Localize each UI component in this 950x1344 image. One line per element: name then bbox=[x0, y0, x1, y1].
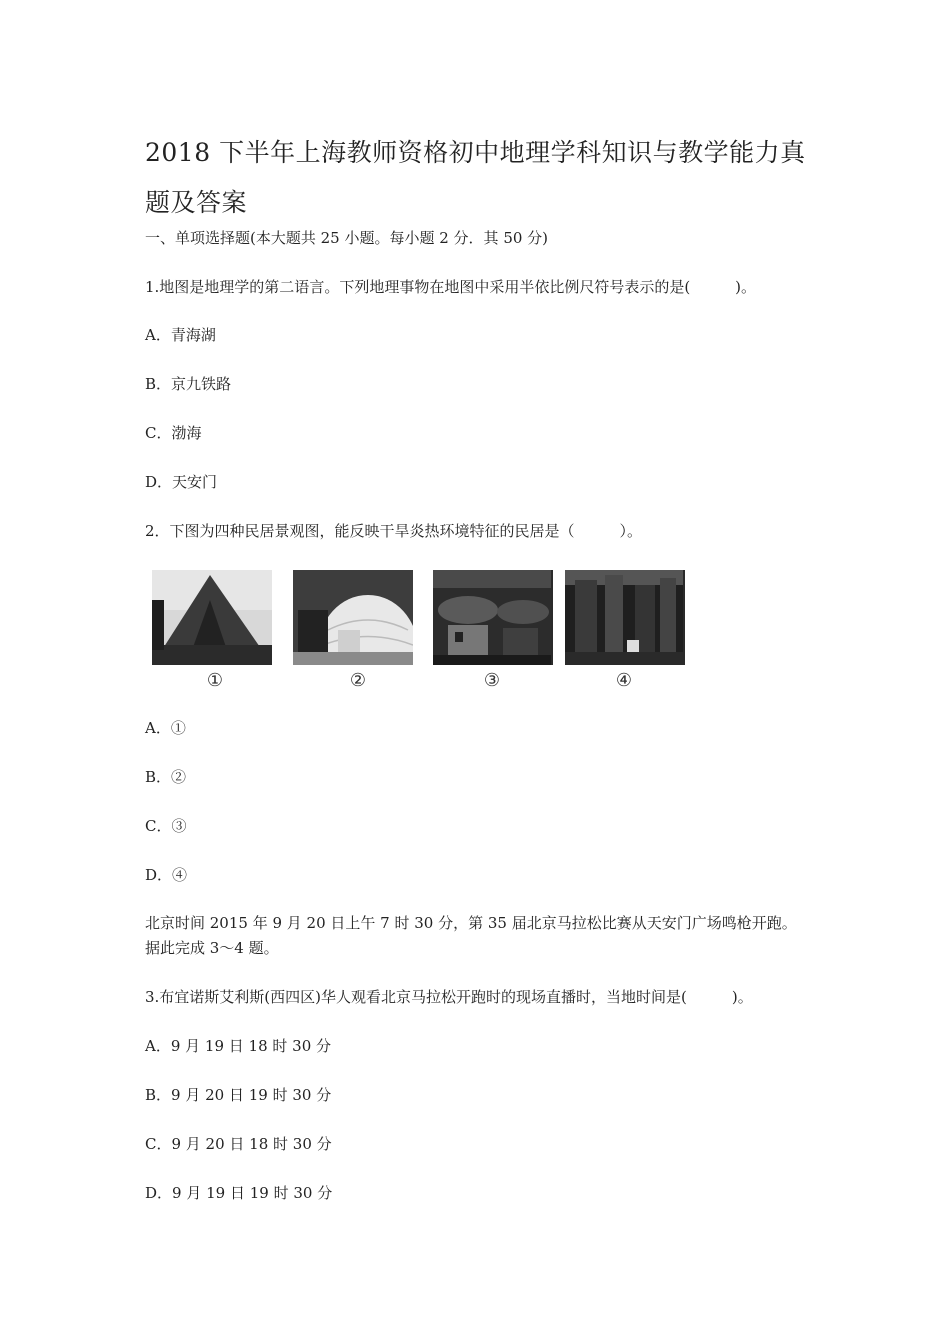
dwelling-figures bbox=[150, 570, 690, 695]
question-2-option-a: A．① bbox=[145, 719, 186, 737]
figure-label-2: ② bbox=[349, 670, 367, 691]
dwelling-photo-1 bbox=[152, 570, 272, 665]
question-1-option-d: D．天安门 bbox=[145, 473, 218, 491]
question-1-option-a: A．青海湖 bbox=[145, 326, 216, 344]
question-2-option-b: B．② bbox=[145, 768, 187, 786]
question-1-option-b: B．京九铁路 bbox=[145, 375, 232, 393]
question-3-option-d: D．9 月 19 日 19 时 30 分 bbox=[145, 1184, 333, 1202]
section-heading: 一、单项选择题(本大题共 25 小题。每小题 2 分．其 50 分) bbox=[145, 229, 549, 247]
figure-label-4: ④ bbox=[615, 670, 633, 691]
passage-line-2: 据此完成 3～4 题。 bbox=[145, 939, 279, 957]
dwelling-photo-2 bbox=[293, 570, 413, 665]
question-1-option-c: C．渤海 bbox=[145, 424, 202, 442]
dwelling-photo-4 bbox=[565, 570, 685, 665]
question-3-option-c: C．9 月 20 日 18 时 30 分 bbox=[145, 1135, 332, 1153]
question-1-stem: 1.地图是地理学的第二语言。下列地理事物在地图中采用半依比例尺符号表示的是( )。 bbox=[145, 278, 757, 296]
question-2-stem: 2．下图为四种民居景观图，能反映干旱炎热环境特征的民居是（ ）。 bbox=[145, 522, 643, 540]
document-title-line-2: 题及答案 bbox=[145, 188, 248, 217]
dwelling-photo-3 bbox=[433, 570, 553, 665]
question-2-option-c: C．③ bbox=[145, 817, 187, 835]
document-title-line-1: 2018 下半年上海教师资格初中地理学科知识与教学能力真 bbox=[145, 138, 806, 167]
question-2-option-d: D．④ bbox=[145, 866, 188, 884]
passage-line-1: 北京时间 2015 年 9 月 20 日上午 7 时 30 分，第 35 届北京马拉松比赛从天安门广场鸣枪开跑。 bbox=[145, 914, 797, 932]
question-3-stem: 3.布宜诺斯艾利斯(西四区)华人观看北京马拉松开跑时的现场直播时，当地时间是( )。 bbox=[145, 988, 753, 1006]
question-3-option-a: A．9 月 19 日 18 时 30 分 bbox=[145, 1037, 332, 1055]
figure-label-3: ③ bbox=[483, 670, 501, 691]
question-3-option-b: B．9 月 20 日 19 时 30 分 bbox=[145, 1086, 332, 1104]
figure-label-1: ① bbox=[206, 670, 224, 691]
